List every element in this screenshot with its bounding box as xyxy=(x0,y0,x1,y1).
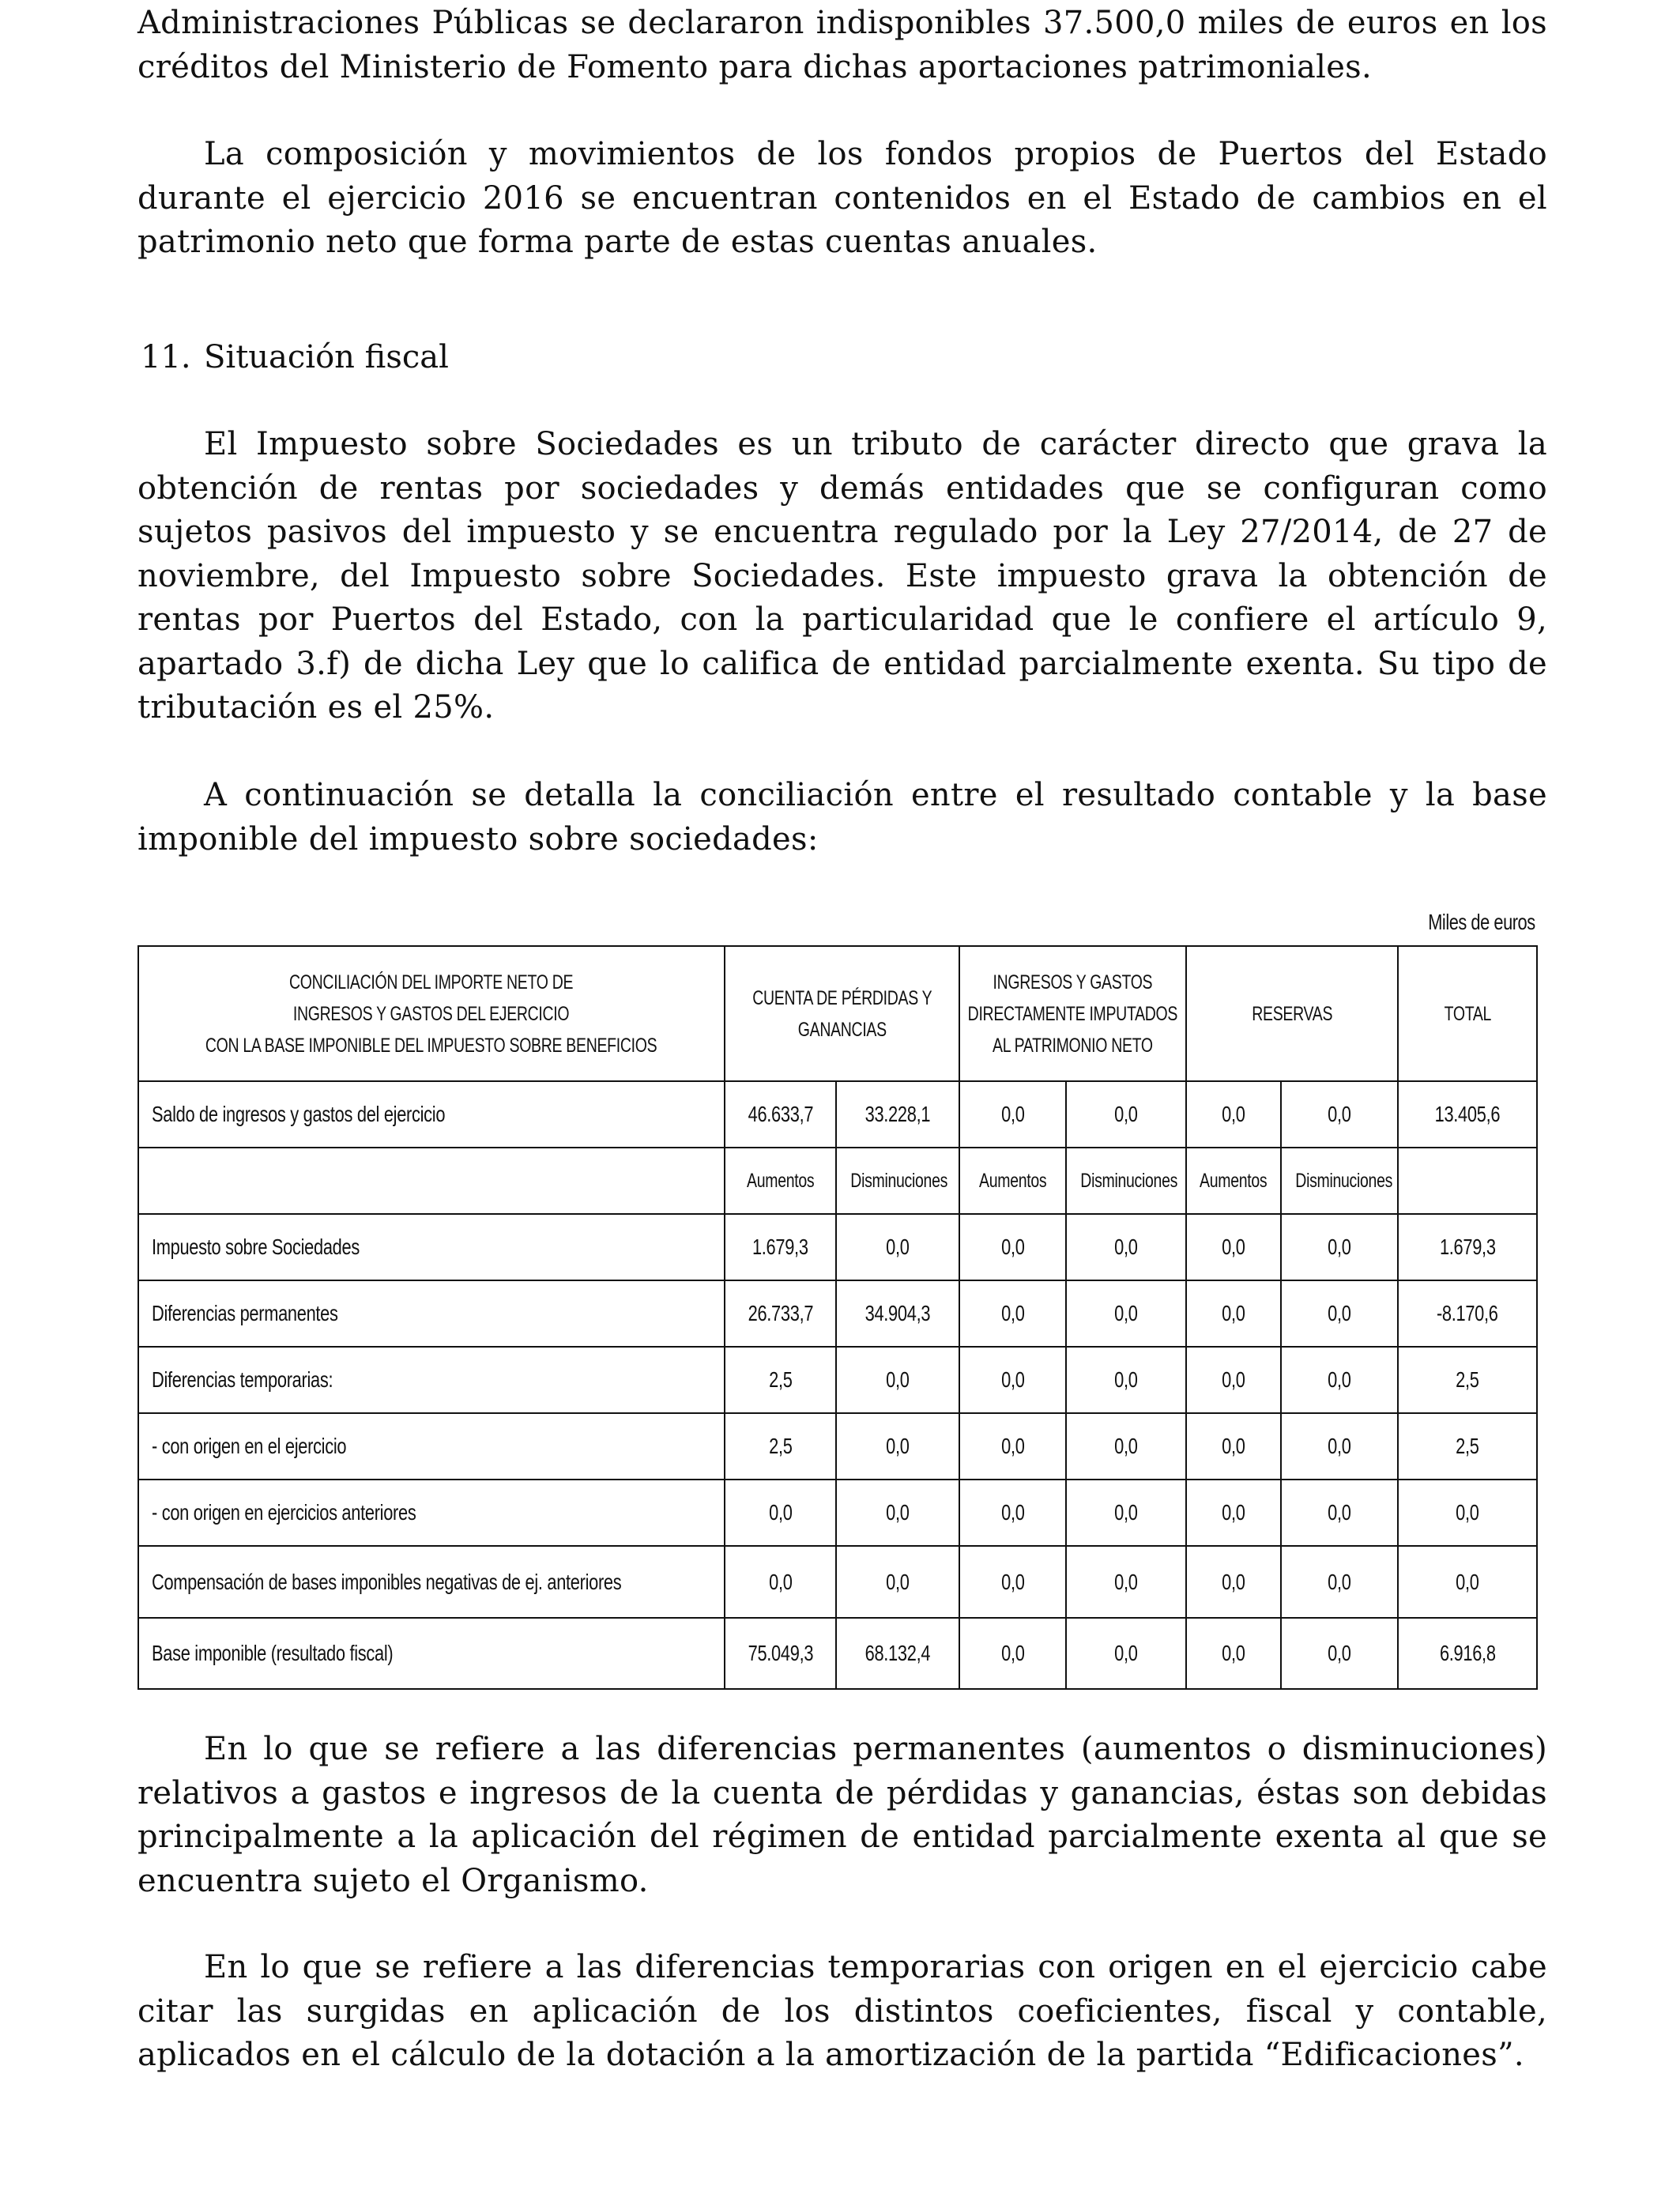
table-row xyxy=(138,1280,1537,1347)
header-patrimonio-line-3: AL PATRIMONIO NETO xyxy=(993,1034,1153,1057)
table-row xyxy=(138,1546,1537,1618)
cell-value: 2,5 xyxy=(725,1413,836,1480)
cell-value: 0,0 xyxy=(1281,1214,1398,1280)
cell-value: 0,0 xyxy=(1066,1280,1186,1347)
table-unit-label: Miles de euros xyxy=(1428,910,1535,934)
cell-value: 0,0 xyxy=(1186,1347,1281,1413)
table-subheader-row xyxy=(138,1148,1537,1214)
cell-value: 0,0 xyxy=(959,1081,1066,1148)
cell-value: 1.679,3 xyxy=(725,1214,836,1280)
header-pyg-line-1: CUENTA DE PÉRDIDAS Y xyxy=(751,986,932,1009)
cell-value: 0,0 xyxy=(1281,1546,1398,1618)
row-label: Saldo de ingresos y gastos del ejercicio xyxy=(138,1081,725,1148)
cell-value: 33.228,1 xyxy=(836,1081,959,1148)
cell-value: 2,5 xyxy=(1398,1347,1537,1413)
cell-value: 0,0 xyxy=(1186,1280,1281,1347)
cell-value: 0,0 xyxy=(959,1413,1066,1480)
row-label: - con origen en el ejercicio xyxy=(138,1413,725,1480)
cell-value: 0,0 xyxy=(1281,1480,1398,1546)
paragraph-conciliacion-intro: A continuación se detalla la conciliación entre el resultado contable y la base imponible del impuesto sobre sociedades: xyxy=(137,777,1547,858)
cell-value: 2,5 xyxy=(1398,1413,1537,1480)
table-row-saldo xyxy=(138,1081,1537,1148)
cell-value: 68.132,4 xyxy=(836,1618,959,1689)
cell-value: 34.904,3 xyxy=(836,1280,959,1347)
row-label: Diferencias permanentes xyxy=(138,1280,725,1347)
header-pyg-line-2: GANANCIAS xyxy=(797,1018,887,1041)
cell-value: 0,0 xyxy=(1066,1618,1186,1689)
subheader-aumentos: Aumentos xyxy=(959,1148,1066,1214)
header-concept-line-2: INGRESOS Y GASTOS DEL EJERCICIO xyxy=(293,1002,570,1025)
cell-value: 0,0 xyxy=(725,1480,836,1546)
row-label: Diferencias temporarias: xyxy=(138,1347,725,1413)
row-label: Compensación de bases imponibles negativas de ej. anteriores xyxy=(138,1546,725,1618)
header-total: TOTAL xyxy=(1398,946,1537,1081)
table-row xyxy=(138,1347,1537,1413)
paragraph-diferencias-permanentes: En lo que se refiere a las diferencias permanentes (aumentos o disminuciones) relativos a gastos e ingresos de la cuenta de pérdidas y ganancias, éstas son debidas principalmente a la aplicación del régimen de entidad parcialmente exenta al que se encuentra sujeto el Organismo. xyxy=(137,1731,1547,1899)
cell-value: 0,0 xyxy=(1398,1480,1537,1546)
cell-value: 0,0 xyxy=(1066,1546,1186,1618)
cell-value: 0,0 xyxy=(836,1347,959,1413)
subheader-empty xyxy=(138,1148,725,1214)
cell-value: 1.679,3 xyxy=(1398,1214,1537,1280)
subheader-disminuciones: Disminuciones xyxy=(1281,1148,1398,1214)
row-label: Impuesto sobre Sociedades xyxy=(138,1214,725,1280)
cell-value: 6.916,8 xyxy=(1398,1618,1537,1689)
subheader-disminuciones: Disminuciones xyxy=(836,1148,959,1214)
cell-value: 0,0 xyxy=(1066,1480,1186,1546)
header-patrimonio-line-1: INGRESOS Y GASTOS xyxy=(993,971,1153,993)
cell-value: 0,0 xyxy=(1281,1347,1398,1413)
cell-value: 0,0 xyxy=(1186,1546,1281,1618)
subheader-aumentos: Aumentos xyxy=(725,1148,836,1214)
cell-value: 0,0 xyxy=(836,1480,959,1546)
header-reservas: RESERVAS xyxy=(1186,946,1398,1081)
subheader-empty xyxy=(1398,1148,1537,1214)
cell-value: 0,0 xyxy=(959,1480,1066,1546)
cell-value: 0,0 xyxy=(1066,1347,1186,1413)
cell-value: 75.049,3 xyxy=(725,1618,836,1689)
cell-value: 0,0 xyxy=(1066,1214,1186,1280)
cell-value: 0,0 xyxy=(959,1546,1066,1618)
header-patrimonio xyxy=(959,946,1186,1081)
cell-value: 0,0 xyxy=(1186,1480,1281,1546)
subheader-aumentos: Aumentos xyxy=(1186,1148,1281,1214)
cell-value: 0,0 xyxy=(1066,1413,1186,1480)
table-row xyxy=(138,1214,1537,1280)
row-label: Base imponible (resultado fiscal) xyxy=(138,1618,725,1689)
cell-value: 0,0 xyxy=(959,1280,1066,1347)
cell-value: 0,0 xyxy=(1186,1413,1281,1480)
cell-value: 0,0 xyxy=(1281,1618,1398,1689)
cell-value: 0,0 xyxy=(1186,1214,1281,1280)
paragraph-fondos-propios: La composición y movimientos de los fondos propios de Puertos del Estado durante el ejercicio 2016 se encuentran contenidos en el Estado de cambios en el patrimonio neto que forma parte de estas cuentas anuales. xyxy=(137,136,1547,260)
cell-value: 0,0 xyxy=(959,1214,1066,1280)
cell-value: 0,0 xyxy=(1186,1618,1281,1689)
cell-value: 0,0 xyxy=(959,1618,1066,1689)
cell-value: 0,0 xyxy=(1398,1546,1537,1618)
table-row xyxy=(138,1480,1537,1546)
row-label: - con origen en ejercicios anteriores xyxy=(138,1480,725,1546)
tax-reconciliation-table xyxy=(137,945,1538,1690)
table-header-row xyxy=(138,946,1537,1081)
cell-value: 46.633,7 xyxy=(725,1081,836,1148)
cell-value: 0,0 xyxy=(959,1347,1066,1413)
cell-value: 0,0 xyxy=(1281,1280,1398,1347)
cell-value: 0,0 xyxy=(836,1214,959,1280)
cell-value: 0,0 xyxy=(725,1546,836,1618)
cell-value: 2,5 xyxy=(725,1347,836,1413)
paragraph-aportaciones: Administraciones Públicas se declararon indisponibles 37.500,0 miles de euros en los créditos del Ministerio de Fomento para dichas aportaciones patrimoniales. xyxy=(137,5,1547,85)
cell-value: 13.405,6 xyxy=(1398,1081,1537,1148)
cell-value: 0,0 xyxy=(1186,1081,1281,1148)
section-title: Situación fiscal xyxy=(204,339,449,375)
header-pyg xyxy=(725,946,959,1081)
cell-value: -8.170,6 xyxy=(1398,1280,1537,1347)
header-concept-line-3: CON LA BASE IMPONIBLE DEL IMPUESTO SOBRE BENEFICIOS xyxy=(205,1034,657,1057)
cell-value: 26.733,7 xyxy=(725,1280,836,1347)
section-number: 11. xyxy=(141,339,191,375)
paragraph-impuesto-sociedades: El Impuesto sobre Sociedades es un tributo de carácter directo que grava la obtención de rentas por sociedades y demás entidades que se configuran como sujetos pasivos del impuesto y se encuentra regulado por la Ley 27/2014, de 27 de noviembre, del Impuesto sobre Sociedades. Este impuesto grava la obtención de rentas por Puertos del Estado, con la particularidad que le confiere el artículo 9, apartado 3.f) de dicha Ley que lo califica de entidad parcialmente exenta. Su tipo de tributación es el 25%. xyxy=(137,426,1547,726)
cell-value: 0,0 xyxy=(836,1546,959,1618)
subheader-disminuciones: Disminuciones xyxy=(1066,1148,1186,1214)
cell-value: 0,0 xyxy=(836,1413,959,1480)
table-row-base-imponible xyxy=(138,1618,1537,1689)
table-row xyxy=(138,1413,1537,1480)
header-concept xyxy=(138,946,725,1081)
cell-value: 0,0 xyxy=(1281,1081,1398,1148)
section-heading xyxy=(125,336,449,379)
cell-value: 0,0 xyxy=(1281,1413,1398,1480)
cell-value: 0,0 xyxy=(1066,1081,1186,1148)
header-patrimonio-line-2: DIRECTAMENTE IMPUTADOS xyxy=(967,1002,1178,1025)
header-concept-line-1: CONCILIACIÓN DEL IMPORTE NETO DE xyxy=(289,971,574,993)
paragraph-diferencias-temporarias: En lo que se refiere a las diferencias temporarias con origen en el ejercicio cabe citar las surgidas en aplicación de los distintos coeficientes, fiscal y contable, aplicados en el cálculo de la dotación a la amortización de la partida “Edificaciones”. xyxy=(137,1949,1547,2073)
